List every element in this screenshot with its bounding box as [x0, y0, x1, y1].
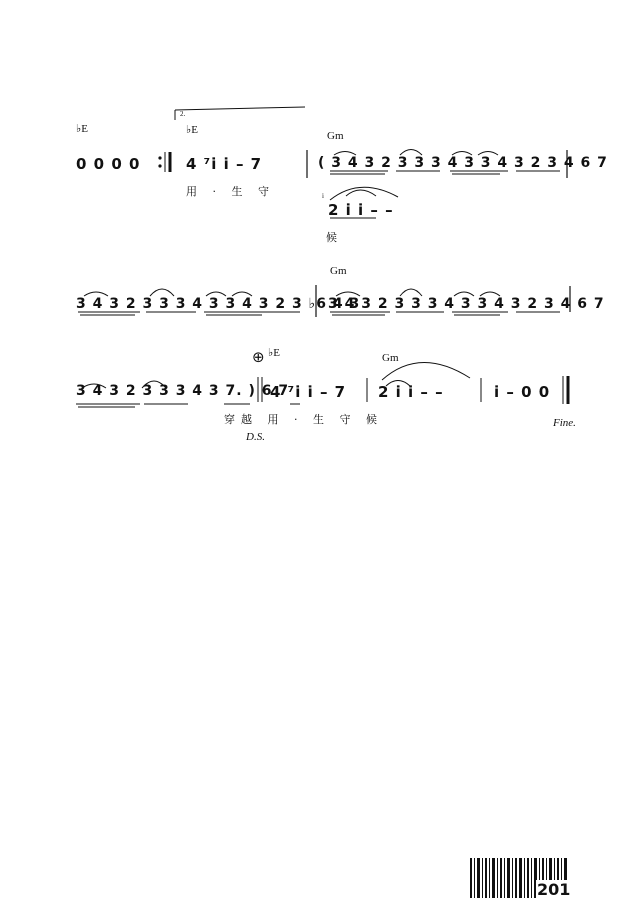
melody-notes: 2 i̇ i̇ – – — [378, 383, 444, 401]
melody-notes: 3 4 3 2 3 3 3 4 3 3 4 3 2 3 ♭6 4 3 — [76, 296, 361, 312]
chord-e-flat: ♭E — [186, 124, 198, 136]
volta-notes: 4 ⁷i̇ i̇ – 7 — [186, 155, 263, 173]
lyric-line: 穿越 用 · 生 守 候 — [224, 413, 383, 426]
lyric-hou: 候 — [326, 231, 343, 244]
rest-notes: 0 0 0 0 — [76, 155, 141, 173]
repeat-dot — [158, 156, 161, 159]
chord-e-flat: ♭E — [76, 123, 88, 135]
chord-gm: Gm — [330, 265, 347, 277]
dal-segno: D.S. — [246, 431, 265, 443]
fine-marking: Fine. — [553, 417, 576, 429]
volta-label: 2. — [180, 110, 186, 118]
chord-gm: Gm — [327, 130, 344, 142]
melody-notes: 3 4 3 2 3 3 3 4 3 7. ) 6 7 — [76, 383, 290, 399]
lyric-line: 用 · 生 守 — [186, 185, 275, 198]
grace-note: i — [322, 192, 324, 200]
melody-notes: 4 ⁷i̇ i̇ – 7 — [270, 383, 347, 401]
page-number: 201 — [537, 880, 571, 899]
lower-notes: 2 i̇ i̇ – – — [328, 201, 394, 219]
volta-bracket — [175, 107, 305, 110]
melody-notes: ( 3 4 3 2 3 3 3 4 3 3 4 3 2 3 4 6 7 — [318, 155, 608, 171]
chord-e-flat: ♭E — [268, 347, 280, 359]
chord-gm: Gm — [382, 352, 399, 364]
repeat-dot — [158, 164, 161, 167]
melody-notes: i̇ – 0 0 — [494, 383, 551, 401]
coda-sign-icon: ⊕ — [252, 348, 265, 366]
melody-notes: 3 4 3 2 3 3 3 4 3 3 4 3 2 3 4 6 7 — [328, 296, 605, 312]
